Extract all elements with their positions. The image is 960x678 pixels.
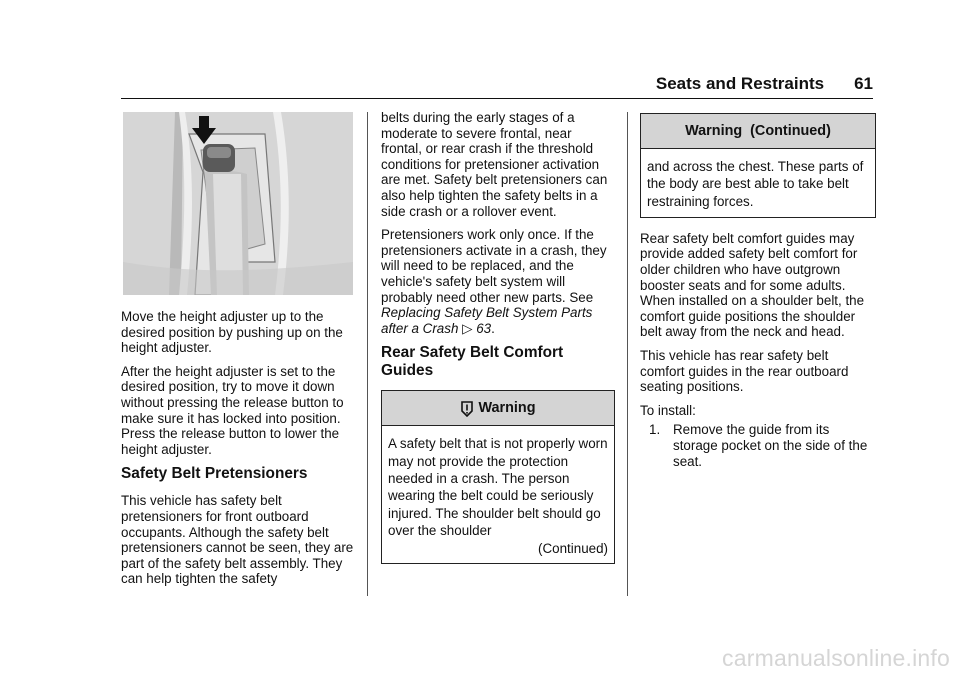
paragraph: This vehicle has rear safety belt comfort guides in the rear outboard seating positions.	[640, 348, 849, 395]
warning-body	[382, 426, 614, 563]
section-heading: Safety Belt Pretensioners	[121, 465, 308, 483]
warning-header: Warning (Continued)	[641, 114, 875, 149]
column-3	[640, 113, 876, 469]
paragraph: Pretensioners work only once. If the pretensioners activate in a crash, they will need to be replaced, and the vehicle's safety belt system will probably need other new parts. See Replacing Safety Belt System Parts after a Crash ▷ 63.	[381, 227, 607, 336]
cross-reference-link[interactable]: Replacing Safety Belt System Parts after a Crash	[381, 305, 593, 336]
warning-title: Warning	[478, 400, 536, 417]
list-number: 1.	[649, 422, 661, 438]
warning-box	[381, 390, 615, 564]
warning-header	[382, 391, 614, 426]
section-heading: Rear Safety Belt Comfort Guides	[381, 344, 564, 380]
column-divider	[367, 112, 368, 596]
paragraph: belts during the early stages of a moderate to severe frontal, near frontal, or rear crash if the threshold conditions for pretensioner activation are met. Safety belt pretensioners can also help tighten the safety belts in a side crash or a rollover event.	[381, 110, 608, 219]
list-item	[640, 422, 876, 469]
header-rule	[121, 98, 873, 99]
section-title: Seats and Restraints	[655, 74, 825, 93]
paragraph-text: Pretensioners work only once. If the pretensioners activate in a crash, they will need to be replaced, and the vehicle's safety belt system will probably need other new parts. See	[381, 227, 607, 305]
column-divider	[627, 112, 628, 596]
cross-reference-page: 63	[476, 320, 492, 336]
paragraph: Move the height adjuster up to the desired position by pushing up on the height adjuster.	[121, 309, 343, 356]
page-ref-icon: ▷	[462, 320, 473, 336]
paragraph: This vehicle has safety belt pretensioners for front outboard occupants. Although the safety belt pretensioners cannot be seen, they are part of the safety belt assembly. They can help tighten the safety	[121, 493, 354, 587]
warning-box-continued	[640, 113, 876, 218]
warning-text: and across the chest. These parts of the body are best able to take belt restraining forces.	[647, 159, 864, 209]
warning-icon	[460, 401, 474, 417]
page-header	[656, 74, 873, 94]
list-text: Remove the guide from its storage pocket on the side of the seat.	[673, 422, 868, 469]
paragraph: Rear safety belt comfort guides may provide added safety belt comfort for older children who have outgrown booster seats and for some adults. When installed on a shoulder belt, the comfort guide positions the shoulder belt away from the neck and head.	[640, 230, 865, 340]
warning-text: A safety belt that is not properly worn may not provide the protection needed in a crash. The person wearing the belt could be seriously injured. The shoulder belt should go over the shoulder	[388, 436, 608, 538]
watermark: carmanualsonline.info	[722, 645, 950, 671]
column-2	[381, 110, 615, 564]
paragraph: To install:	[640, 402, 696, 418]
paragraph: After the height adjuster is set to the desired position, try to move it down without pressing the release button to make sure it has locked into position. Press the release button to lower the height adjuster.	[121, 363, 344, 457]
warning-body	[641, 149, 875, 217]
column-1	[121, 112, 357, 595]
page-number: 61	[854, 74, 873, 93]
continued-label: (Continued)	[538, 541, 608, 557]
height-adjuster-icon	[123, 112, 353, 295]
